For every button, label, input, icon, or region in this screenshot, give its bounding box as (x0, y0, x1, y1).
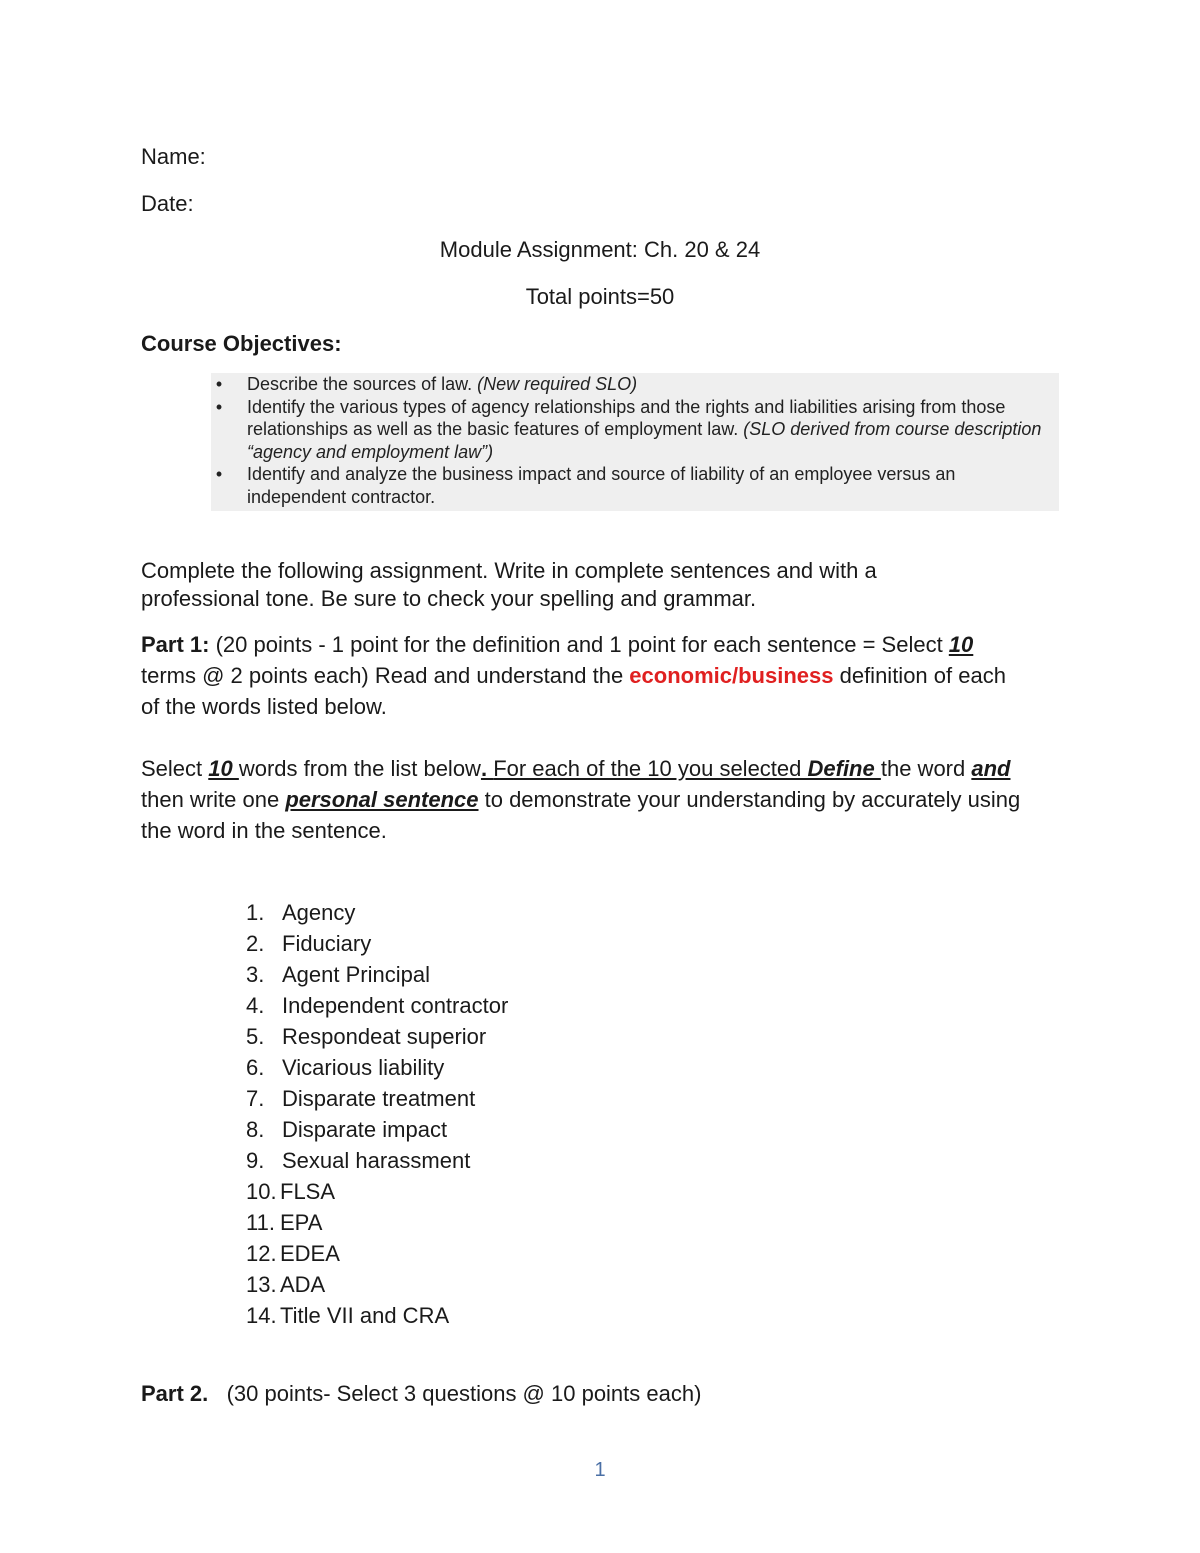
objective-item (211, 373, 1059, 396)
list-item (246, 1176, 508, 1207)
objective-item (211, 396, 1059, 464)
objectives-list (211, 373, 1059, 508)
term-number: 1. (246, 900, 265, 925)
bullet-icon: • (215, 374, 223, 394)
term-label: FLSA (280, 1179, 336, 1204)
term-label: Sexual harassment (282, 1148, 471, 1173)
personal-sentence-keyword: personal sentence (285, 787, 479, 812)
list-item (246, 1083, 508, 1114)
term-number: 5. (246, 1024, 265, 1049)
select-text-f: to demonstrate your understanding by accurately using the word in the sentence. (141, 787, 1021, 843)
part1-text-c: definition of each of the words listed below. (141, 663, 1006, 719)
term-label: ADA (280, 1272, 326, 1297)
term-number: 6. (246, 1055, 265, 1080)
bullet-icon: • (215, 396, 223, 417)
assignment-title: Module Assignment: Ch. 20 & 24 (439, 237, 761, 262)
objective-item (211, 463, 1059, 508)
list-item (246, 1052, 508, 1083)
part1-text-a: (20 points - 1 point for the definition and 1 point for each sentence = Select (209, 632, 949, 657)
part2-text: (30 points- Select 3 questions @ 10 points each) (208, 1381, 702, 1406)
list-item (246, 897, 508, 928)
list-item (246, 1114, 508, 1145)
term-label: Respondeat superior (282, 1024, 487, 1049)
list-item (246, 1207, 508, 1238)
term-label: EDEA (280, 1241, 340, 1266)
term-number: 14. (246, 1303, 277, 1328)
term-number: 8. (246, 1117, 265, 1142)
select-instructions-paragraph (141, 753, 1036, 846)
part2-label: Part 2. (141, 1381, 209, 1406)
term-label: Vicarious liability (282, 1055, 445, 1080)
term-label: Fiduciary (282, 931, 372, 956)
select-period: . (480, 756, 494, 781)
term-number: 9. (246, 1148, 265, 1173)
name-label: Name: (141, 144, 206, 169)
list-item (246, 1238, 508, 1269)
list-item (246, 1021, 508, 1052)
list-item (246, 928, 508, 959)
define-keyword: Define (807, 756, 881, 781)
term-label: EPA (280, 1210, 323, 1235)
select-text-a: Select (141, 756, 209, 781)
term-number: 10. (246, 1179, 277, 1204)
list-item (246, 1300, 508, 1331)
date-label: Date: (141, 191, 194, 216)
bullet-icon: • (215, 464, 223, 484)
select-text-c: For each of the 10 you selected (493, 756, 808, 781)
objective-note: (SLO derived from course description “agency and employment law”) (247, 419, 1042, 462)
part2-line (141, 1380, 701, 1408)
list-item (246, 1269, 508, 1300)
select-count: 10 (208, 756, 239, 781)
objective-text: Describe the sources of law. (247, 374, 478, 394)
select-text-b: words from the list below (238, 756, 481, 781)
term-number: 3. (246, 962, 265, 987)
objective-note: (New required SLO) (477, 374, 638, 394)
objective-text: Identify the various types of agency relationships and the rights and liabilities arising from those relationships as well as the basic features of employment law. (247, 396, 1006, 439)
term-number: 13. (246, 1272, 277, 1297)
terms-list (246, 897, 508, 1331)
objective-text: Identify and analyze the business impact and source of liability of an employee versus an independent contractor. (247, 464, 956, 507)
part1-paragraph (141, 629, 1026, 722)
instructions-paragraph: Complete the following assignment. Write in complete sentences and with a professional tone. Be sure to check your spelling and grammar. (141, 558, 877, 611)
term-label: Disparate treatment (282, 1086, 476, 1111)
and-keyword: and (971, 756, 1011, 781)
list-item (246, 990, 508, 1021)
list-item (246, 1145, 508, 1176)
page-number: 1 (594, 1459, 606, 1481)
term-number: 2. (246, 931, 265, 956)
total-points: Total points=50 (525, 284, 675, 309)
course-objectives-heading: Course Objectives: (141, 331, 342, 356)
term-number: 12. (246, 1241, 277, 1266)
term-number: 4. (246, 993, 265, 1018)
term-number: 7. (246, 1086, 265, 1111)
term-label: Agency (282, 900, 356, 925)
term-label: Independent contractor (282, 993, 509, 1018)
term-label: Agent Principal (282, 962, 430, 987)
list-item (246, 959, 508, 990)
part1-label: Part 1: (141, 632, 210, 657)
economic-business-highlight: economic/business (629, 663, 834, 688)
term-label: Disparate impact (282, 1117, 448, 1142)
part1-count: 10 (948, 632, 974, 657)
select-text-e: then write one (141, 787, 286, 812)
term-number: 11. (246, 1210, 275, 1235)
part1-text-b: terms @ 2 points each) Read and understand the (141, 663, 630, 688)
select-text-d: the word (880, 756, 972, 781)
term-label: Title VII and CRA (280, 1303, 450, 1328)
